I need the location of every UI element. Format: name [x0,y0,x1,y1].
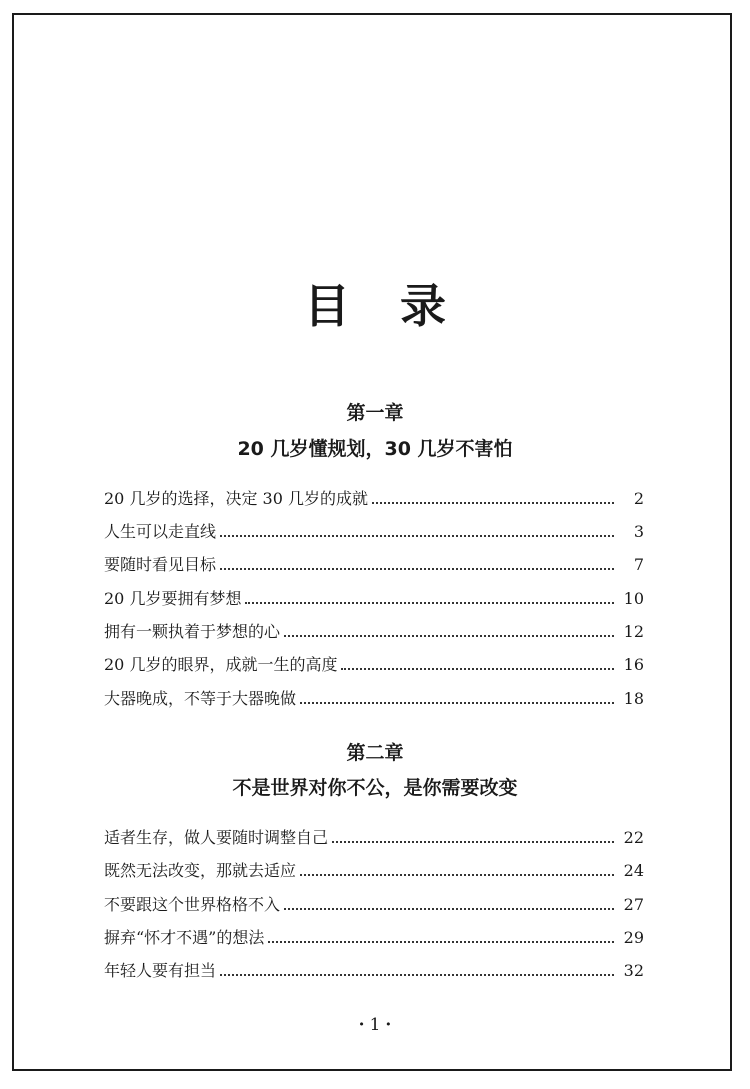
page-number-dot-left: · [358,1015,365,1035]
toc-entry[interactable] [104,584,644,610]
toc-entry-title: 不要跟这个世界格格不入 [104,895,281,914]
toc-entry-page: 2 [633,489,644,508]
toc-entry[interactable] [104,650,644,676]
toc-entry-title: 人生可以走直线 [104,522,217,541]
chapter-1-label: 第一章 [346,402,404,424]
toc-entry-page: 24 [623,861,644,880]
toc-entry-title: 大器晚成，不等于大器晚做 [104,689,297,708]
dot-leader [245,602,614,604]
page-number-dot-right: · [385,1015,392,1035]
toc-entry[interactable] [104,890,644,916]
page-number-value: 1 [369,1015,381,1035]
toc-entry-title: 要随时看见目标 [104,555,217,574]
dot-leader [220,568,614,570]
toc-entry-title: 适者生存，做人要随时调整自己 [104,828,329,847]
toc-entry-title: 20 几岁的选择，决定 30 几岁的成就 [104,489,368,508]
toc-entry-page: 27 [623,895,644,914]
dot-leader [268,941,614,943]
toc-entry-page: 7 [633,555,644,574]
toc-entry[interactable] [104,684,644,710]
chapter-2-label: 第二章 [346,742,404,764]
dot-leader [300,874,614,876]
toc-entry[interactable] [104,923,644,949]
page-number [0,1014,750,1036]
toc-entry[interactable] [104,956,644,982]
toc-entry-title: 20 几岁要拥有梦想 [104,589,242,608]
toc-entry-page: 10 [623,589,644,608]
dot-leader [341,668,614,670]
toc-entry-page: 32 [623,961,644,980]
toc-entry-page: 18 [623,689,644,708]
chapter-2-subtitle: 不是世界对你不公，是你需要改变 [232,777,518,799]
toc-entry-page: 29 [623,928,644,947]
toc-entry-page: 3 [633,522,644,541]
toc-entry-page: 12 [623,622,644,641]
chapter-1-subtitle: 20 几岁懂规划，30 几岁不害怕 [237,438,513,460]
toc-entry[interactable] [104,617,644,643]
dot-leader [220,535,614,537]
dot-leader [220,974,614,976]
dot-leader [332,841,614,843]
toc-entry-title: 摒弃“怀才不遇”的想法 [104,928,265,947]
toc-entry-title: 20 几岁的眼界，成就一生的高度 [104,655,338,674]
toc-entry-title: 拥有一颗执着于梦想的心 [104,622,281,641]
dot-leader [284,908,614,910]
toc-entry-page: 22 [623,828,644,847]
dot-leader [300,702,614,704]
toc-title: 目录 [304,279,496,333]
toc-entry-page: 16 [623,655,644,674]
toc-entry-title: 既然无法改变，那就去适应 [104,861,297,880]
toc-entry-title: 年轻人要有担当 [104,961,217,980]
dot-leader [284,635,614,637]
toc-entry[interactable] [104,550,644,576]
toc-entry[interactable] [104,823,644,849]
toc-entry[interactable] [104,856,644,882]
toc-entry[interactable] [104,517,644,543]
toc-entry[interactable] [104,484,644,510]
dot-leader [372,502,614,504]
